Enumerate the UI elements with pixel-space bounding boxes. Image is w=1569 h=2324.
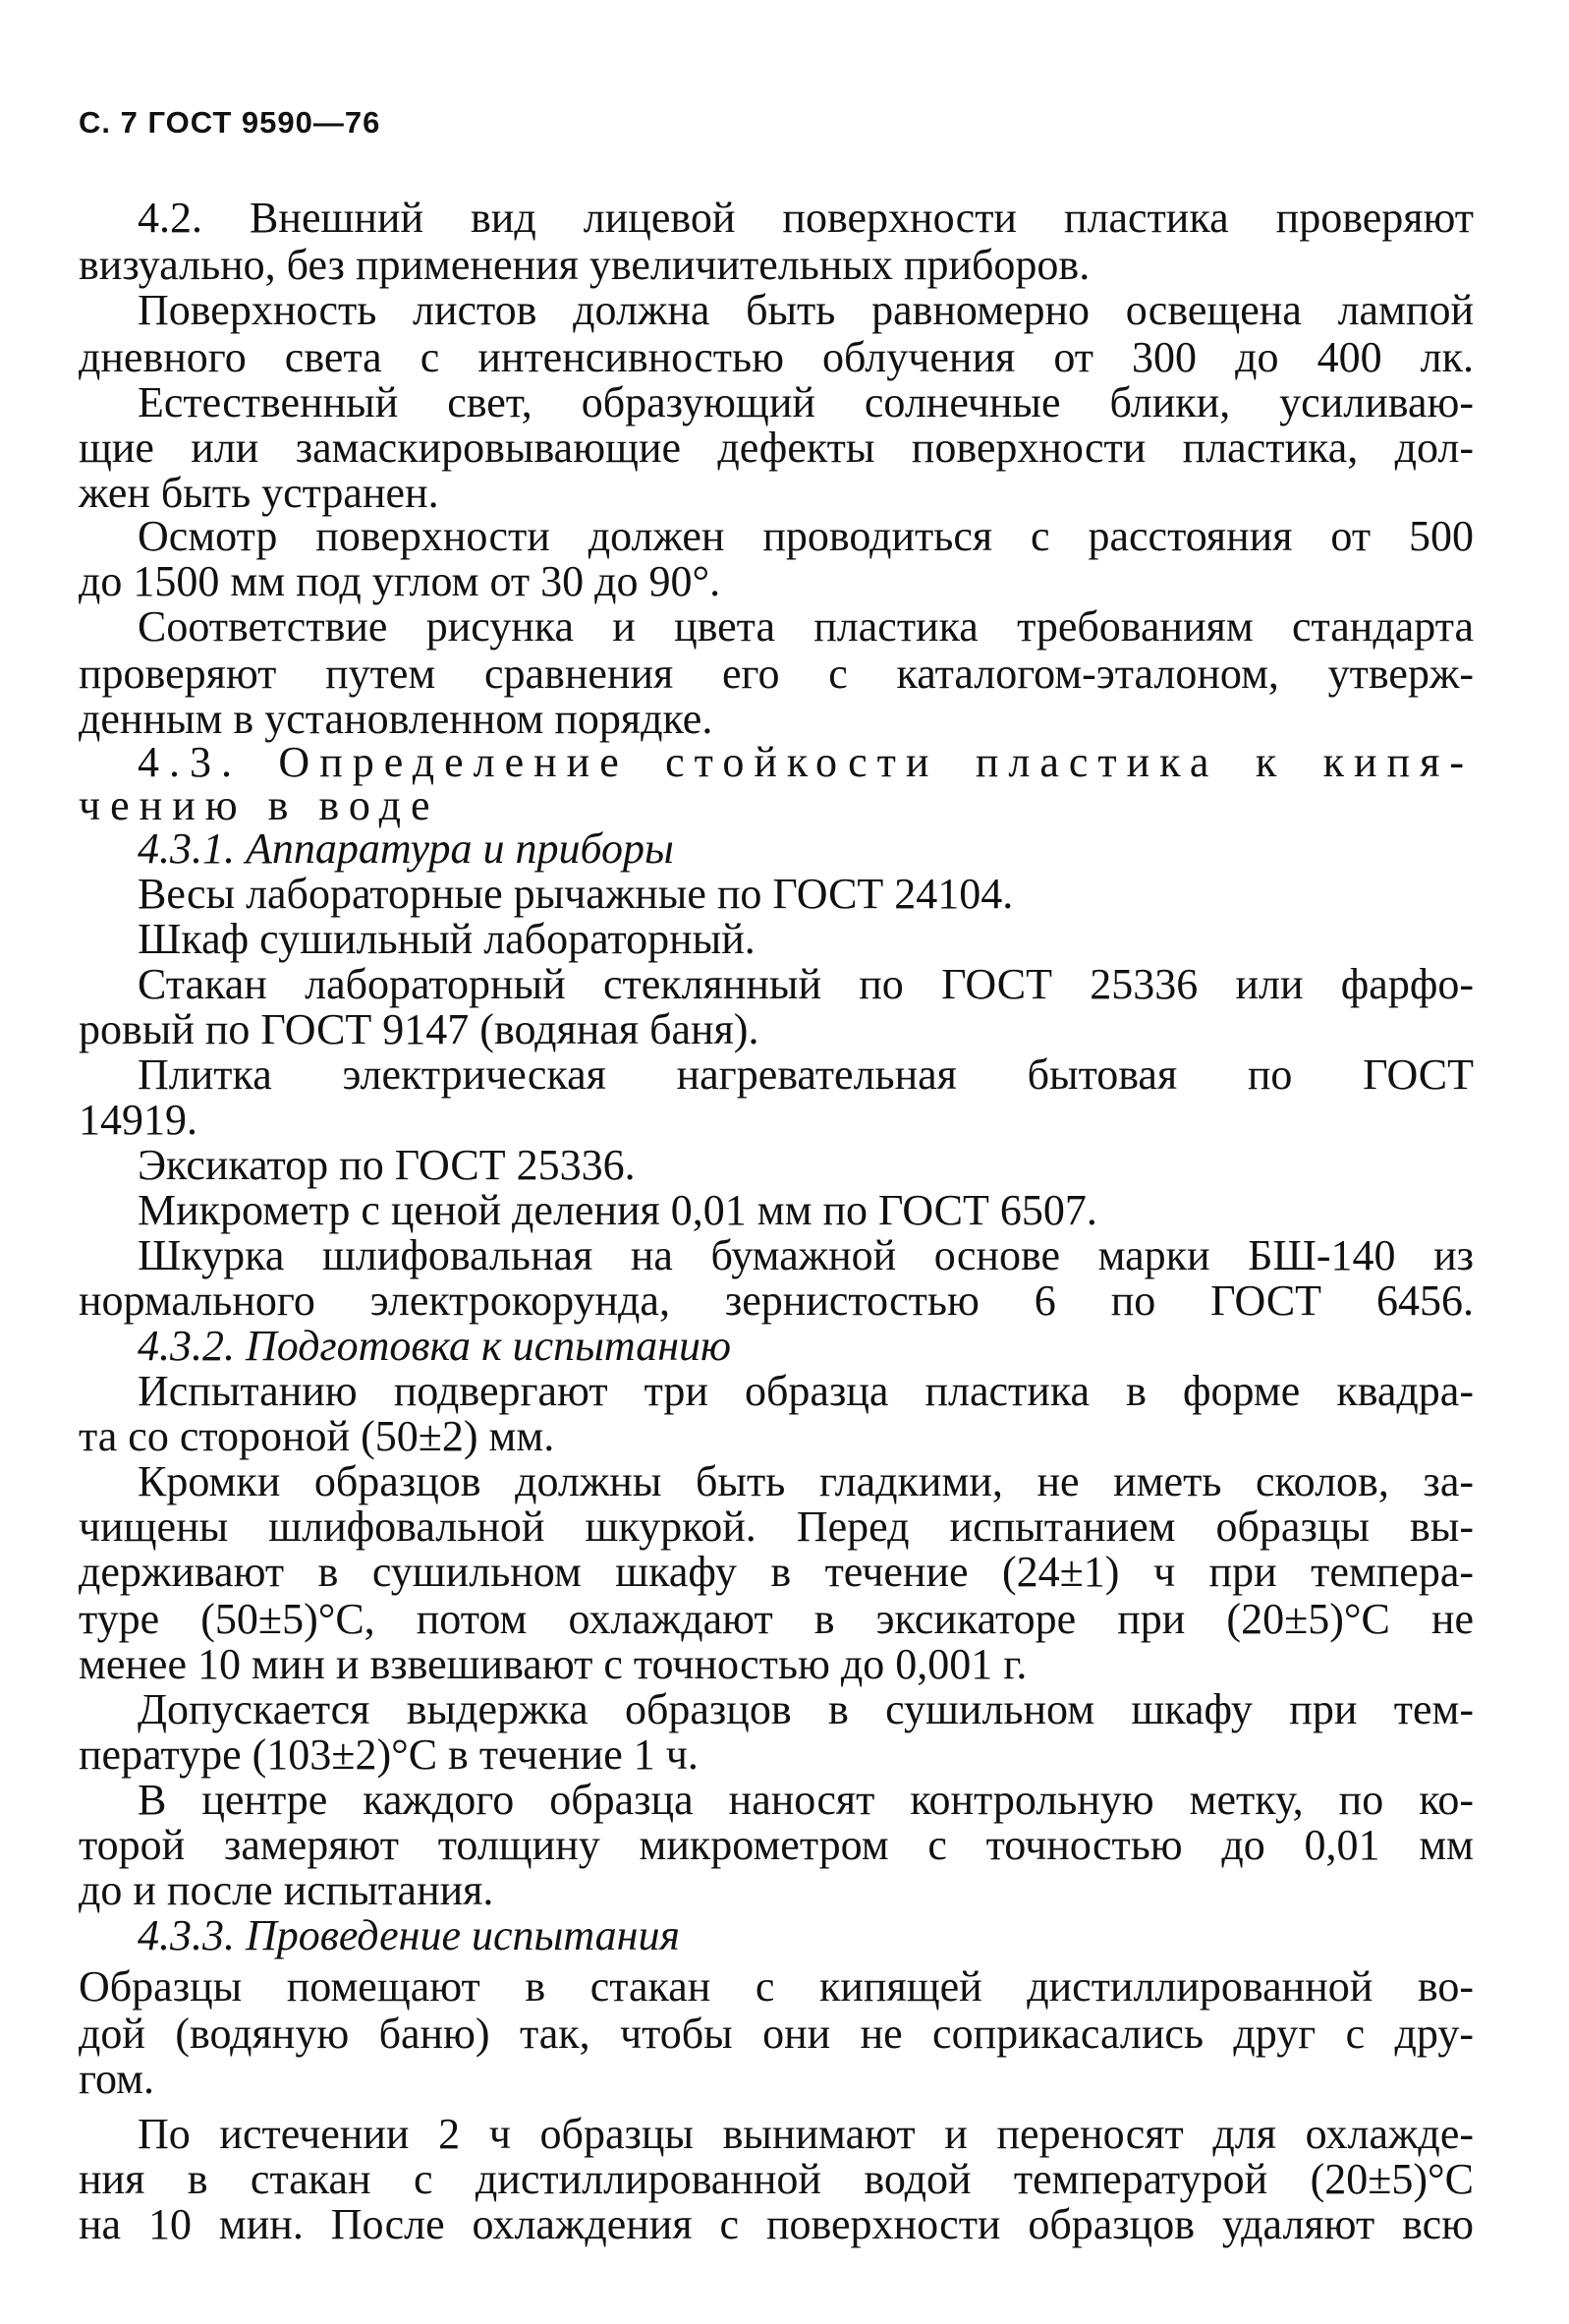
section-heading-continued: чению в воде <box>79 781 440 829</box>
text-line: гом. <box>79 2055 154 2103</box>
text-line: до и после испытания. <box>79 1866 494 1914</box>
text-line: чищены шлифовальной шкуркой. Перед испытанием образцы вы- <box>79 1502 1474 1551</box>
text-line: денным в установленном порядке. <box>79 695 713 743</box>
text-line: 4.2. Внешний вид лицевой поверхности пластика проверяют <box>138 194 1474 242</box>
subsection-heading: 4.3.1. Аппаратура и приборы <box>138 824 674 873</box>
text-line: Испытанию подвергают три образца пластика в форме квадра- <box>138 1367 1474 1415</box>
text-line: Допускается выдержка образцов в сушильном шкафу при тем- <box>138 1685 1474 1733</box>
text-line: торой замеряют толщину микрометром с точностью до 0,01 мм <box>79 1821 1474 1869</box>
text-line: Осмотр поверхности должен проводиться с расстояния от 500 <box>138 512 1474 560</box>
text-line: до 1500 мм под углом от 30 до 90°. <box>79 557 721 605</box>
text-line: Весы лабораторные рычажные по ГОСТ 24104. <box>138 870 1014 918</box>
text-line: на 10 мин. После охлаждения с поверхности образцов удаляют всю <box>79 2200 1474 2248</box>
text-line: визуально, без применения увеличительных приборов. <box>79 241 1091 289</box>
page-header: С. 7 ГОСТ 9590—76 <box>79 105 381 140</box>
text-line: дой (водяную баню) так, чтобы они не соприкасались друг с дру- <box>79 2010 1474 2058</box>
text-line: В центре каждого образца наносят контрольную метку, по ко- <box>138 1776 1474 1824</box>
text-line: Кромки образцов должны быть гладкими, не иметь сколов, за- <box>138 1457 1474 1505</box>
text-line: Шкаф сушильный лабораторный. <box>138 915 756 963</box>
text-line: та со стороной (50±2) мм. <box>79 1412 555 1460</box>
text-line: 14919. <box>79 1096 197 1144</box>
text-line: пературе (103±2)°С в течение 1 ч. <box>79 1730 699 1779</box>
text-line: Естественный свет, образующий солнечные блики, усиливаю- <box>138 378 1474 426</box>
text-line: Шкурка шлифовальная на бумажной основе марки БШ-140 из <box>138 1231 1474 1279</box>
subsection-heading: 4.3.3. Проведение испытания <box>138 1911 680 1959</box>
text-line: держивают в сушильном шкафу в течение (24±1) ч при темпера- <box>79 1548 1474 1596</box>
text-line: проверяют путем сравнения его с каталогом-эталоном, утверж- <box>79 650 1474 698</box>
text-line: Микрометр с ценой деления 0,01 мм по ГОСТ 6507. <box>138 1186 1097 1234</box>
subsection-heading: 4.3.2. Подготовка к испытанию <box>138 1322 732 1370</box>
text-line: Эксикатор по ГОСТ 25336. <box>138 1141 636 1189</box>
text-line: Соответствие рисунка и цвета пластика требованиям стандарта <box>138 602 1474 651</box>
text-line: Поверхность листов должна быть равномерно освещена лампой <box>138 286 1474 334</box>
text-line: По истечении 2 ч образцы вынимают и переносят для охлажде- <box>138 2110 1474 2158</box>
text-line: ровый по ГОСТ 9147 (водяная баня). <box>79 1005 759 1053</box>
text-line: Плитка электрическая нагревательная бытовая по ГОСТ <box>138 1050 1474 1099</box>
text-line: ния в стакан с дистиллированной водой температурой (20±5)°С <box>79 2155 1474 2203</box>
text-line: туре (50±5)°С, потом охлаждают в эксикаторе при (20±5)°С не <box>79 1595 1474 1643</box>
text-line: щие или замаскировывающие дефекты поверхности пластика, дол- <box>79 424 1474 472</box>
text-line: Стакан лабораторный стеклянный по ГОСТ 25336 или фарфо- <box>138 960 1474 1008</box>
text-line: Образцы помещают в стакан с кипящей дистиллированной во- <box>79 1962 1474 2011</box>
text-line: нормального электрокорунда, зернистостью 6 по ГОСТ 6456. <box>79 1276 1474 1325</box>
section-heading: 4.3. Определение стойкости пластика к кипя- <box>138 738 1474 786</box>
text-line: дневного света с интенсивностью облучения от 300 до 400 лк. <box>79 333 1474 381</box>
text-line: жен быть устранен. <box>79 469 439 517</box>
text-line: менее 10 мин и взвешивают с точностью до 0,001 г. <box>79 1640 1028 1688</box>
